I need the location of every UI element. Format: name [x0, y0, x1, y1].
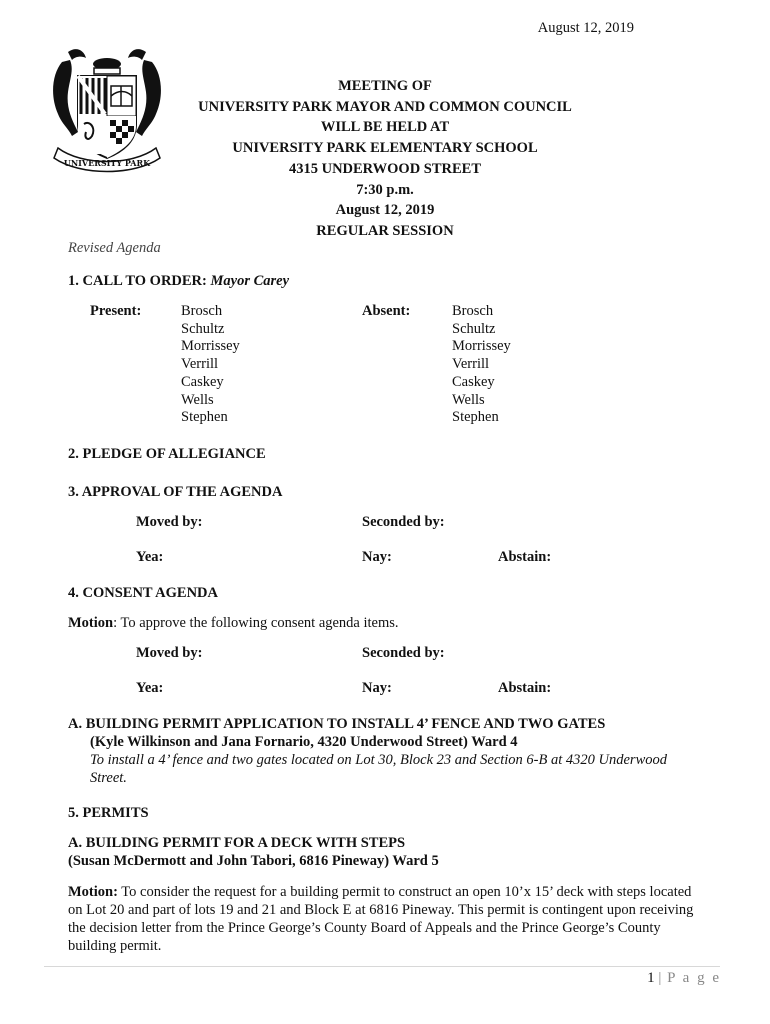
- list-item: Stephen: [452, 409, 499, 426]
- call-to-order-label: 1. CALL TO ORDER:: [68, 273, 207, 289]
- motion-line: building permit.: [68, 938, 162, 954]
- list-item: Schultz: [181, 320, 225, 337]
- svg-text:UNIVERSITY PARK: UNIVERSITY PARK: [63, 158, 151, 168]
- present-list: [181, 303, 240, 427]
- yea-label: Yea:: [136, 680, 164, 696]
- motion-label: Motion: [68, 615, 114, 631]
- fence-permit-description-cont: Street.: [90, 770, 127, 786]
- moved-by-label: Moved by:: [136, 645, 203, 661]
- list-item: Caskey: [181, 373, 224, 390]
- list-item: Caskey: [452, 373, 495, 390]
- abstain-label: Abstain:: [498, 549, 552, 565]
- fence-permit-applicants: (Kyle Wilkinson and Jana Fornario, 4320 Underwood Street) Ward 4: [90, 734, 518, 750]
- title-line: WILL BE HELD AT: [320, 119, 450, 136]
- motion-label: Motion:: [68, 884, 118, 900]
- moved-by-label: Moved by:: [136, 514, 203, 530]
- revised-agenda-label: Revised Agenda: [68, 240, 161, 256]
- seconded-by-label: Seconded by:: [362, 514, 445, 530]
- consent-agenda-heading: 4. CONSENT AGENDA: [68, 585, 218, 601]
- list-item: Verrill: [181, 356, 219, 373]
- nay-label: Nay:: [362, 549, 392, 565]
- title-line: August 12, 2019: [335, 202, 435, 219]
- nay-label: Nay:: [362, 680, 392, 696]
- deck-permit-motion: [68, 883, 728, 955]
- yea-label: Yea:: [136, 549, 164, 565]
- motion-line: on Lot 20 and part of lots 19 and 21 and Block E at 6816 Pineway. This permit is contingent upon receiving: [68, 902, 694, 918]
- presider-name: Mayor Carey: [210, 273, 290, 289]
- abstain-label: Abstain:: [498, 680, 552, 696]
- meeting-title: [0, 76, 770, 242]
- footer-divider: [44, 966, 720, 967]
- present-label: Present:: [90, 303, 142, 319]
- title-line: UNIVERSITY PARK MAYOR AND COMMON COUNCIL: [198, 98, 572, 115]
- deck-permit-applicants: (Susan McDermott and John Tabori, 6816 Pineway) Ward 5: [68, 853, 439, 869]
- motion-line: To consider the request for a building permit to construct an open 10’x 15’ deck with steps located: [117, 884, 692, 900]
- pledge-heading: 2. PLEDGE OF ALLEGIANCE: [68, 446, 266, 462]
- title-line: 7:30 p.m.: [356, 181, 414, 198]
- permits-heading: 5. PERMITS: [68, 805, 149, 821]
- fence-permit-description: To install a 4’ fence and two gates located on Lot 30, Block 23 and Section 6-B at 4320 Underwood: [90, 752, 667, 768]
- fence-permit-heading: A. BUILDING PERMIT APPLICATION TO INSTALL 4’ FENCE AND TWO GATES: [68, 716, 606, 732]
- motion-text: : To approve the following consent agenda items.: [113, 615, 399, 631]
- list-item: Brosch: [452, 303, 494, 319]
- absent-label: Absent:: [362, 303, 411, 319]
- title-line: 4315 UNDERWOOD STREET: [288, 160, 482, 177]
- motion-line: the decision letter from the Prince George’s County Board of Appeals and the Prince George’s County: [68, 920, 661, 936]
- deck-permit-heading: A. BUILDING PERMIT FOR A DECK WITH STEPS: [68, 835, 406, 851]
- call-to-order-heading: [68, 273, 289, 290]
- page-number: [647, 970, 721, 987]
- seconded-by-label: Seconded by:: [362, 645, 445, 661]
- approval-heading: 3. APPROVAL OF THE AGENDA: [68, 484, 283, 500]
- list-item: Morrissey: [452, 338, 511, 355]
- page-separator: |: [658, 970, 664, 986]
- page-word: P a g e: [667, 970, 721, 986]
- list-item: Brosch: [181, 303, 223, 319]
- list-item: Schultz: [452, 320, 496, 337]
- list-item: Verrill: [452, 356, 490, 373]
- list-item: Wells: [452, 391, 485, 408]
- title-line: UNIVERSITY PARK ELEMENTARY SCHOOL: [232, 140, 538, 157]
- header-date: August 12, 2019: [537, 20, 634, 36]
- list-item: Stephen: [181, 409, 228, 426]
- title-line: REGULAR SESSION: [316, 222, 454, 239]
- consent-motion: [68, 615, 399, 632]
- absent-list: [452, 303, 511, 427]
- title-line: MEETING OF: [338, 78, 432, 94]
- list-item: Morrissey: [181, 338, 240, 355]
- page-number-value: 1: [647, 970, 655, 986]
- list-item: Wells: [181, 391, 214, 408]
